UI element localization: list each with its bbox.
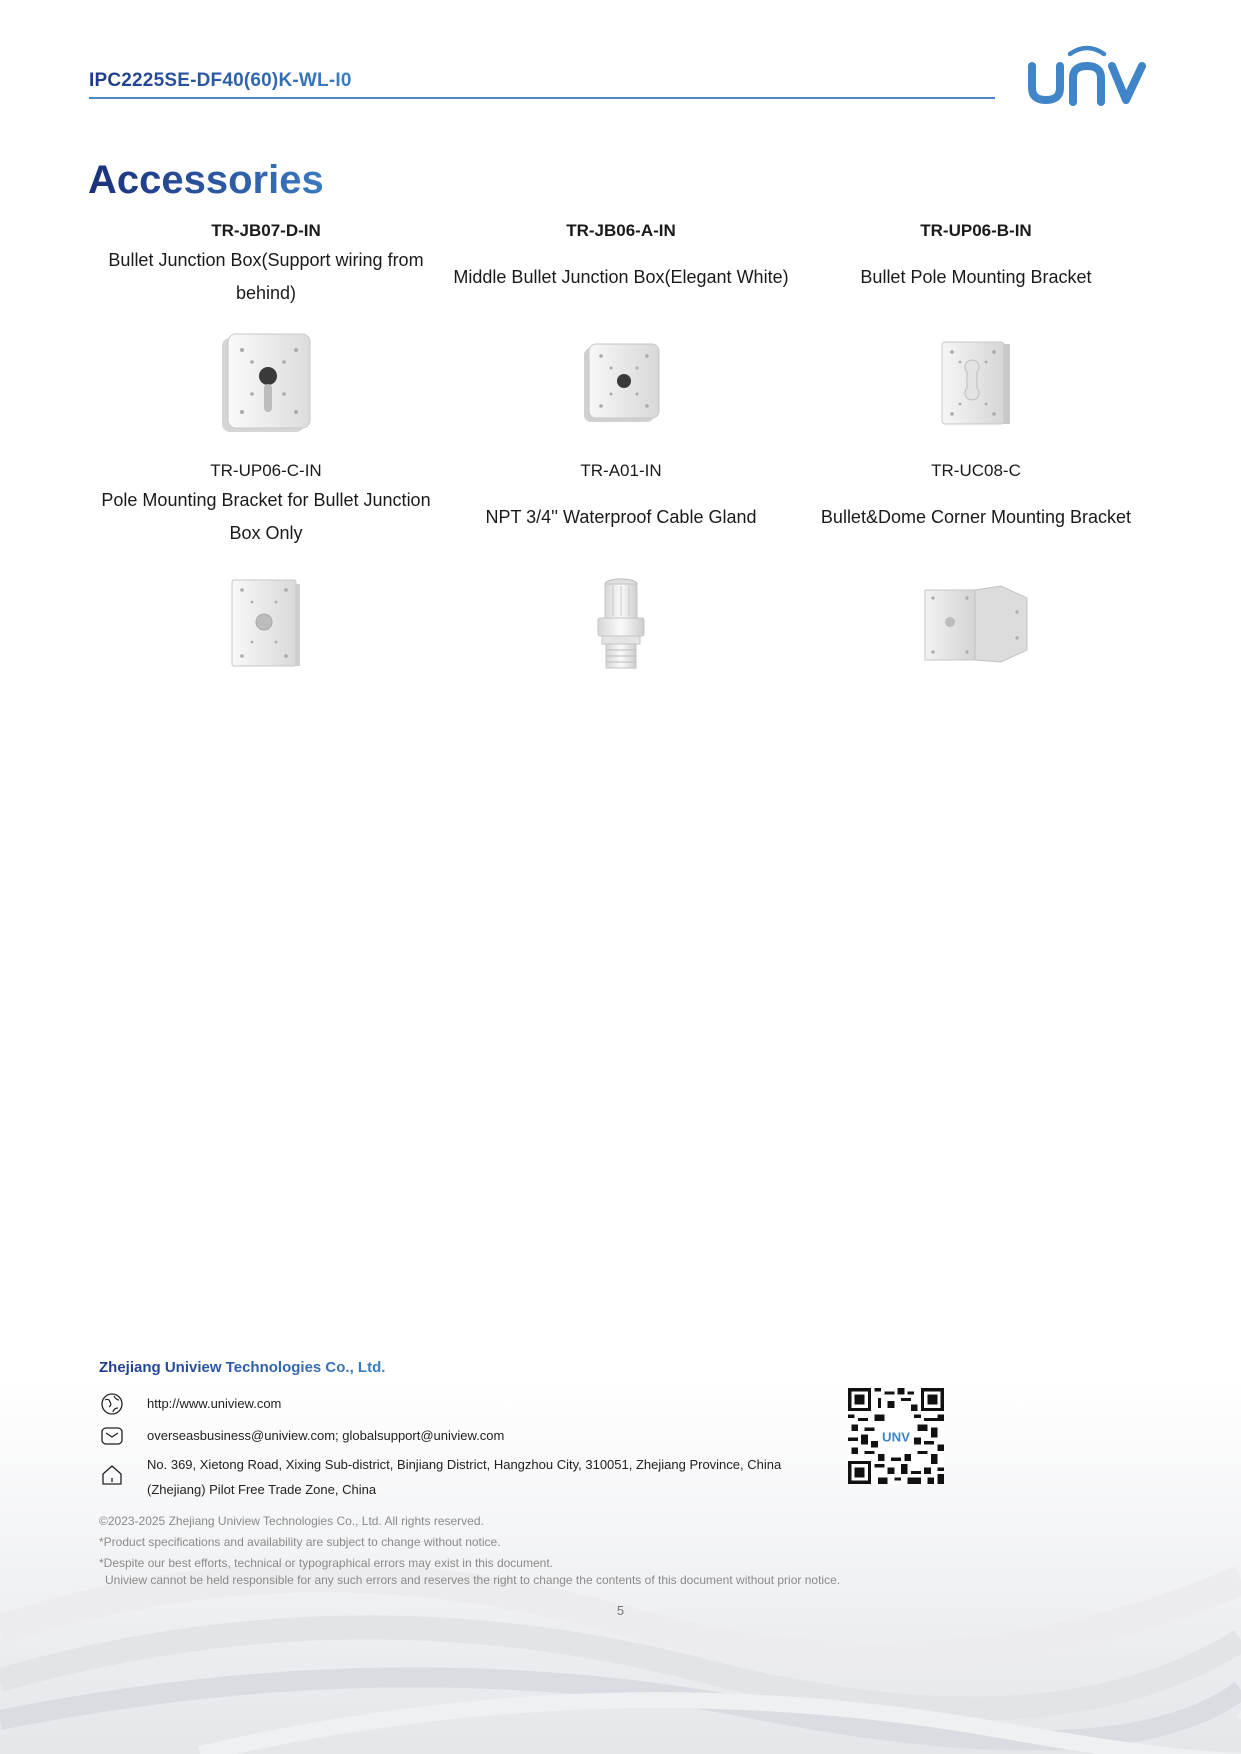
copyright-text: ©2023-2025 Zhejiang Uniview Technologies Co., Ltd. All rights reserved. xyxy=(99,1514,484,1528)
accessory-item xyxy=(444,218,798,444)
junction-box-small-image xyxy=(581,342,661,426)
qr-code[interactable] xyxy=(848,1388,944,1484)
accessory-image xyxy=(444,564,798,684)
accessory-image xyxy=(89,324,443,444)
accessory-code: TR-UP06-B-IN xyxy=(920,221,1032,240)
accessory-image xyxy=(799,564,1153,684)
cable-gland-image xyxy=(586,576,656,672)
accessory-item xyxy=(89,218,443,444)
document-model-title: IPC2225SE-DF40(60)K-WL-I0 xyxy=(89,70,352,91)
accessory-description: Bullet&Dome Corner Mounting Bracket xyxy=(820,506,1132,527)
pole-bracket-image xyxy=(938,340,1014,428)
junction-box-with-slot-image xyxy=(218,332,314,436)
accessory-image xyxy=(444,324,798,444)
accessory-code: TR-A01-IN xyxy=(580,461,662,480)
notice-errors: *Despite our best efforts, technical or typographical errors may exist in this document. xyxy=(99,1556,553,1570)
section-title: Accessories xyxy=(88,158,324,202)
corner-bracket-image xyxy=(921,584,1031,664)
company-name: Zhejiang Uniview Technologies Co., Ltd. xyxy=(99,1359,386,1376)
accessory-image xyxy=(89,564,443,684)
accessory-code: TR-UC08-C xyxy=(931,461,1021,480)
address-line-2: (Zhejiang) Pilot Free Trade Zone, China xyxy=(147,1482,377,1497)
unv-logo xyxy=(1026,40,1148,106)
accessory-description: NPT 3/4'' Waterproof Cable Gland xyxy=(485,506,757,527)
accessory-description: Pole Mounting Bracket for Bullet Junction Box Only xyxy=(101,490,431,543)
page-number: 5 xyxy=(616,1603,625,1618)
accessory-item xyxy=(89,458,443,684)
accessory-code: TR-JB06-A-IN xyxy=(566,221,676,240)
email-addresses[interactable]: overseasbusiness@uniview.com; globalsupport@uniview.com xyxy=(147,1428,505,1443)
accessory-item xyxy=(799,218,1153,444)
accessory-code: TR-JB07-D-IN xyxy=(211,221,321,240)
notice-availability: *Product specifications and availability are subject to change without notice. xyxy=(99,1535,501,1549)
notice-responsibility: Uniview cannot be held responsible for any such errors and reserves the right to change the contents of this document without prior notice. xyxy=(105,1573,841,1587)
globe-icon xyxy=(100,1392,124,1416)
home-icon xyxy=(100,1463,124,1487)
qr-logo-text: UNV xyxy=(882,1429,910,1445)
accessory-description: Middle Bullet Junction Box(Elegant White) xyxy=(453,266,789,287)
mail-icon xyxy=(100,1424,124,1448)
pole-bracket-plate-image xyxy=(228,578,304,670)
accessory-description: Bullet Junction Box(Support wiring from behind) xyxy=(108,250,424,303)
header-divider xyxy=(89,97,995,99)
accessory-item xyxy=(444,458,798,684)
accessory-code: TR-UP06-C-IN xyxy=(210,461,322,480)
address-line-1: No. 369, Xietong Road, Xixing Sub-district, Binjiang District, Hangzhou City, 310051, Zhejiang Province, China xyxy=(147,1457,782,1472)
website-link[interactable]: http://www.uniview.com xyxy=(147,1396,282,1411)
accessory-description: Bullet Pole Mounting Bracket xyxy=(860,266,1092,287)
accessory-item xyxy=(799,458,1153,684)
accessory-image xyxy=(799,324,1153,444)
